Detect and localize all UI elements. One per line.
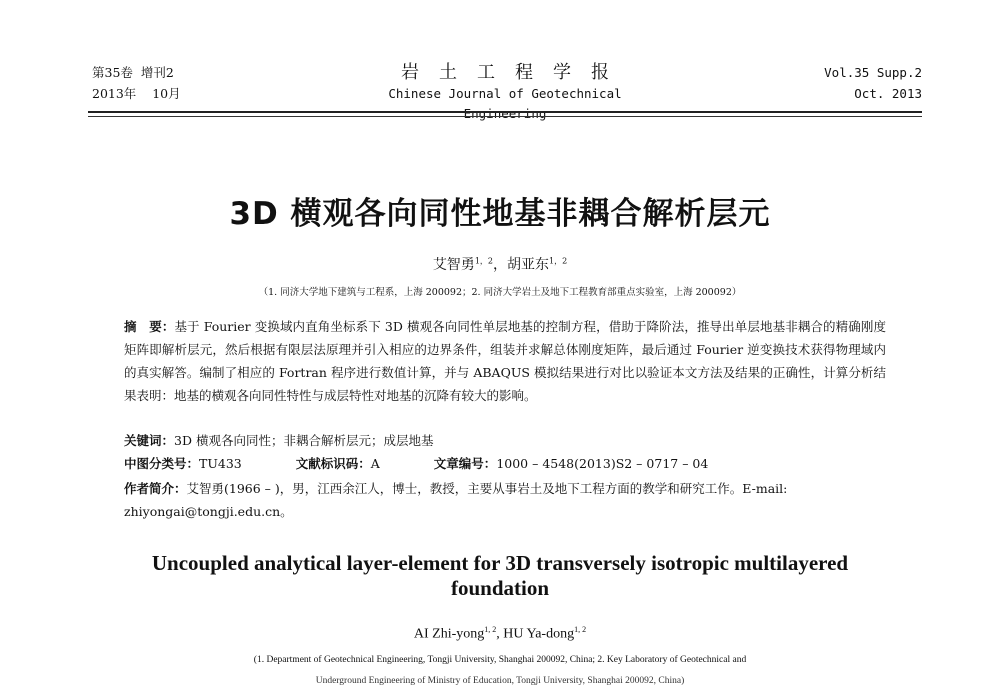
author-2-en: HU Ya-dong (503, 626, 575, 642)
header-rule-thin (88, 116, 922, 117)
supplement-cn: 增刊2 (140, 65, 174, 80)
author-2-cn-affil: 1，2 (549, 256, 568, 266)
year-cn: 2013年 (92, 86, 137, 101)
abstract-cn (124, 315, 886, 407)
clc-value: TU433 (199, 456, 242, 471)
clc-label: 中图分类号： (124, 456, 200, 471)
doc-code-value: A (370, 456, 380, 471)
bio-label: 作者简介： (124, 481, 187, 496)
title-cn: 3D 横观各向同性地基非耦合解析层元 (229, 196, 771, 232)
abstract-label: 摘 要： (124, 319, 175, 334)
keywords-text: 3D 横观各向同性；非耦合解析层元；成层地基 (174, 433, 434, 448)
keywords-label: 关键词： (124, 433, 175, 448)
author-bio (124, 477, 894, 523)
abstract-text: 基于 Fourier 变换域内直角坐标系下 3D 横观各向同性单层地基的控制方程，借助于降阶法，推导出单层地基非耦合的精确刚度矩阵即解析层元，然后根据有限层法原理并引入相应的边界条件，组装并求解总体刚度矩阵，最后通过 Fourier 逆变换技术获得物理域内的真实解答。编制了相应的 Fortran 程序进行数值计算，并与 ABAQUS 模拟结果进行对比以验证本文方法及结果的正确性，计算分析结果表明：地基的横观各向同性特性与成层特性对地基的沉降有较大的影响。 (124, 319, 886, 403)
affiliation-cn: （1. 同济大学地下建筑与工程系，上海 200092；2. 同济大学岩土及地下工程教育部重点实验室，上海 200092） (258, 287, 742, 298)
journal-header (92, 62, 922, 121)
author-1-en-affil: 1, 2 (484, 625, 497, 634)
article-number-value: 1000 – 4548(2013)S2 – 0717 – 04 (496, 456, 709, 471)
keywords-line (124, 429, 894, 452)
month-cn: 10月 (152, 86, 181, 101)
author-2-cn: 胡亚东 (507, 257, 549, 273)
header-volume-en (824, 62, 922, 104)
author-2-en-affil: 1, 2 (574, 625, 587, 634)
journal-name-en: Chinese Journal of Geotechnical Engineering (388, 86, 622, 121)
classification-line (124, 452, 894, 475)
doc-code-label: 文献标识码： (295, 456, 371, 471)
title-en: Uncoupled analytical layer-element for 3D transversely isotropic multilayered foundation (151, 551, 849, 600)
authors-cn (0, 254, 1000, 274)
author-1-en: AI Zhi-yong (413, 626, 485, 642)
author-1-cn-affil: 1，2 (474, 256, 493, 266)
journal-name (350, 62, 660, 124)
header-rule-thick (88, 111, 922, 113)
bio-text: 艾智勇(1966 – )，男，江西余江人，博士，教授，主要从事岩土及地下工程方面的教学和研究工作。E-mail: (186, 481, 788, 496)
header-volume-cn (92, 62, 181, 104)
article-number-label: 文章编号： (433, 456, 497, 471)
bio-email: zhiyongai@tongji.edu.cn。 (124, 504, 293, 519)
authors-en (0, 625, 1000, 643)
date-en: Oct. 2013 (854, 86, 922, 101)
author-separator-en: , (496, 626, 504, 642)
affiliation-en: (1. Department of Geotechnical Engineering, Tongji University, Shanghai 200092, China; 2. Key Laboratory of Geotechnical and (253, 655, 747, 665)
volume-en: Vol.35 Supp.2 (824, 65, 922, 80)
journal-name-cn: 岩土工程学报 (401, 62, 629, 83)
author-1-cn: 艾智勇 (432, 257, 475, 273)
volume-cn: 第35卷 (92, 65, 133, 80)
author-separator-cn: ， (493, 257, 507, 273)
affiliation-en-continued: Underground Engineering of Ministry of Education, Tongji University, Shanghai 200092, China) (315, 676, 685, 686)
